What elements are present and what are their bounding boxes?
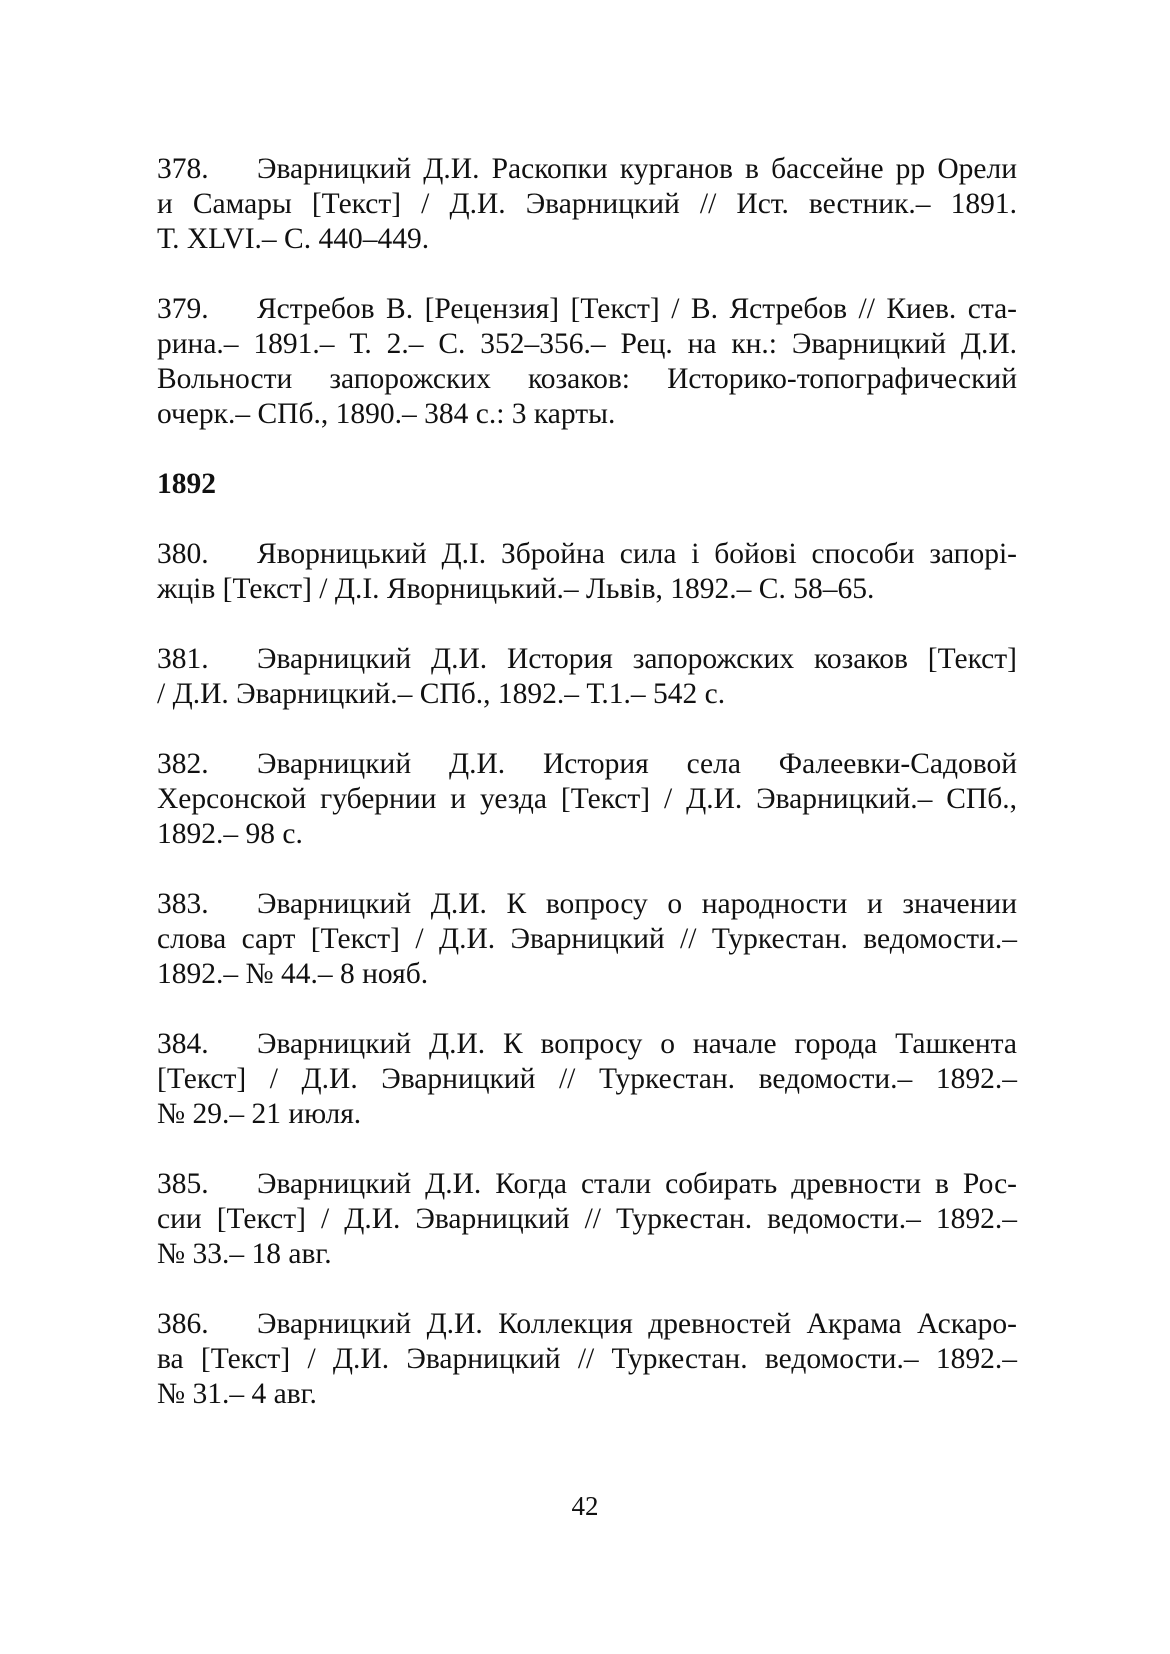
entry-number: 385. (157, 1168, 209, 1200)
entry-text: Эварницкий Д.И. К вопросу о начале города Ташкента (257, 1028, 1017, 1060)
entry-text: сии [Текст] / Д.И. Эварницкий // Туркестан. ведомости.– 1892.– (157, 1203, 1017, 1235)
entry-line (157, 1342, 1017, 1377)
entry-line (157, 1377, 1017, 1412)
entry-line (157, 327, 1017, 362)
entries-1892 (157, 537, 1017, 1412)
entry-text: Эварницкий Д.И. Раскопки курганов в бассейне рр Орели (257, 153, 1017, 185)
entry-text: № 29.– 21 июля. (157, 1098, 362, 1130)
entry-text: Т. XLVI.– С. 440–449. (157, 223, 430, 255)
entry-line (157, 1167, 1017, 1202)
entry-number: 386. (157, 1308, 209, 1340)
entry-line (157, 922, 1017, 957)
entry-line (157, 677, 1017, 712)
bibliography-entry (157, 292, 1017, 432)
entry-text: жців [Текст] / Д.І. Яворницький.– Львів, 1892.– С. 58–65. (157, 573, 875, 605)
entry-text: № 31.– 4 авг. (157, 1378, 317, 1410)
entry-number: 378. (157, 153, 209, 185)
entry-text: очерк.– СПб., 1890.– 384 с.: 3 карты. (157, 398, 616, 430)
entries-1891 (157, 152, 1017, 432)
entry-text: и Самары [Текст] / Д.И. Эварницкий // Ист. вестник.– 1891. (157, 188, 1017, 220)
entry-text: Эварницкий Д.И. Когда стали собирать древности в Рос- (257, 1168, 1017, 1200)
year-heading: 1892 (157, 468, 216, 500)
entry-line (157, 222, 1017, 257)
entry-number: 379. (157, 293, 209, 325)
bibliography-entry (157, 887, 1017, 992)
entry-line (157, 1027, 1017, 1062)
bibliography-entry (157, 1167, 1017, 1272)
entry-text: Яворницький Д.І. Збройна сила і бойові способи запорі- (257, 538, 1017, 570)
page-number: 42 (571, 1491, 599, 1521)
entry-number: 380. (157, 538, 209, 570)
entry-line (157, 1202, 1017, 1237)
entry-line (157, 152, 1017, 187)
document-page (157, 152, 1017, 1447)
entry-text: слова сарт [Текст] / Д.И. Эварницкий // Туркестан. ведомости.– (157, 923, 1017, 955)
entry-text: рина.– 1891.– Т. 2.– С. 352–356.– Рец. на кн.: Эварницкий Д.И. (157, 328, 1017, 360)
entry-text: Эварницкий Д.И. К вопросу о народности и значении (257, 888, 1017, 920)
entry-line (157, 1307, 1017, 1342)
entry-number: 384. (157, 1028, 209, 1060)
entry-text: Эварницкий Д.И. История села Фалеевки-Садовой (257, 748, 1017, 780)
entry-line (157, 1062, 1017, 1097)
entry-line (157, 957, 1017, 992)
entry-line (157, 397, 1017, 432)
entry-text: / Д.И. Эварницкий.– СПб., 1892.– Т.1.– 542 с. (157, 678, 726, 710)
bibliography-entry (157, 642, 1017, 712)
bibliography-entry (157, 1027, 1017, 1132)
entry-number: 383. (157, 888, 209, 920)
entry-line (157, 642, 1017, 677)
entry-line (157, 187, 1017, 222)
bibliography-entry (157, 1307, 1017, 1412)
entry-text: 1892.– 98 с. (157, 818, 303, 850)
entry-text: ва [Текст] / Д.И. Эварницкий // Туркестан. ведомости.– 1892.– (157, 1343, 1017, 1375)
entry-text: Ястребов В. [Рецензия] [Текст] / В. Ястребов // Киев. ста- (257, 293, 1017, 325)
entry-text: Вольности запорожских козаков: Историко-топографический (157, 363, 1017, 395)
entry-line (157, 537, 1017, 572)
entry-number: 382. (157, 748, 209, 780)
entry-line (157, 1237, 1017, 1272)
entry-line (157, 887, 1017, 922)
entry-text: Эварницкий Д.И. Коллекция древностей Акрама Аскаро- (257, 1308, 1017, 1340)
bibliography-entry (157, 537, 1017, 607)
entry-text: [Текст] / Д.И. Эварницкий // Туркестан. ведомости.– 1892.– (157, 1063, 1017, 1095)
entry-text: № 33.– 18 авг. (157, 1238, 332, 1270)
entry-text: Херсонской губернии и уезда [Текст] / Д.И. Эварницкий.– СПб., (157, 783, 1017, 815)
bibliography-entry (157, 747, 1017, 852)
entry-line (157, 747, 1017, 782)
entry-line (157, 572, 1017, 607)
entry-line (157, 362, 1017, 397)
entry-line (157, 782, 1017, 817)
entry-line (157, 1097, 1017, 1132)
entry-line (157, 292, 1017, 327)
entry-line (157, 817, 1017, 852)
entry-number: 381. (157, 643, 209, 675)
bibliography-entry (157, 152, 1017, 257)
entry-text: 1892.– № 44.– 8 нояб. (157, 958, 429, 990)
entry-text: Эварницкий Д.И. История запорожских козаков [Текст] (257, 643, 1017, 675)
